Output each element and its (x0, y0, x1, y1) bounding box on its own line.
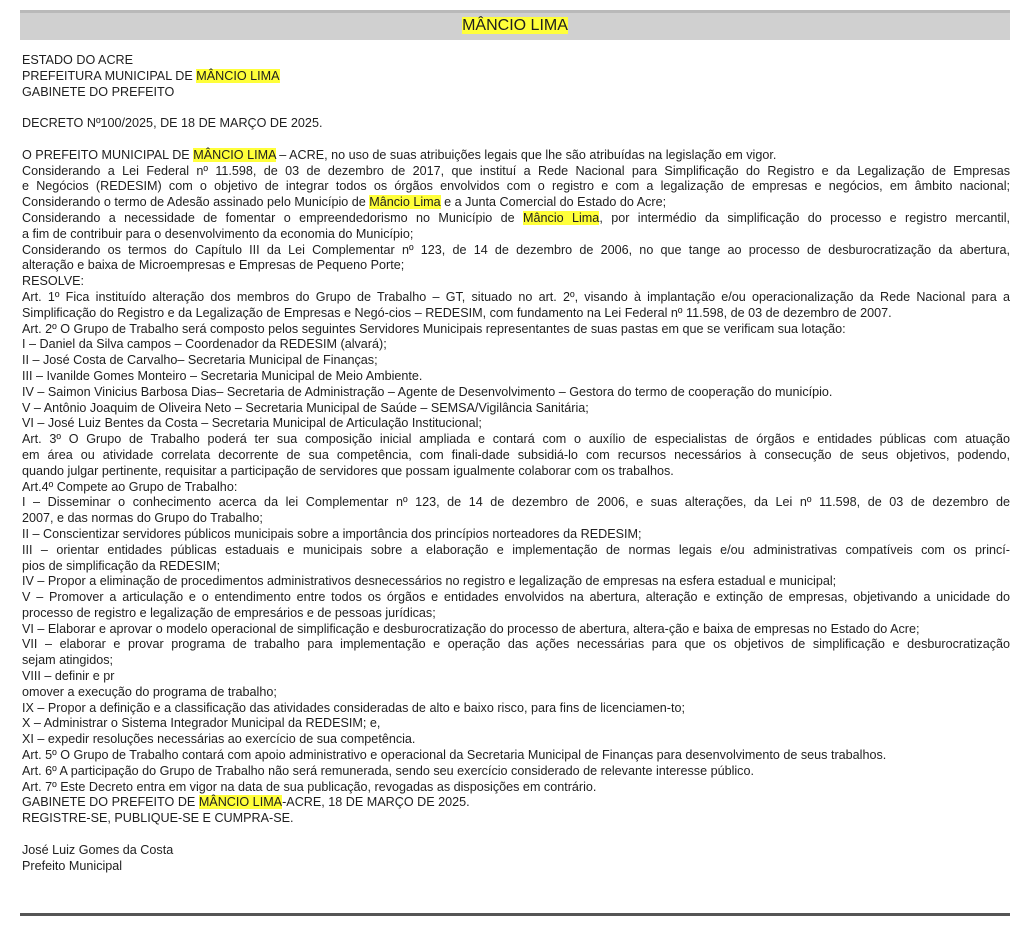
considering-law-line2: e Negócios (REDESIM) com o objetivo de integrar todos os órgãos envolvidos com o registro e com a legalização de empresas e negócios, em âmbito nacional; (22, 179, 1010, 194)
preamble-mayor: O PREFEITO MUNICIPAL DE MÂNCIO LIMA – ACRE, no uso de suas atribuições legais que lhe são atribuídas na legislação em vigor. (22, 147, 777, 162)
header-title: MÂNCIO LIMA (462, 17, 568, 34)
member-item: V – Antônio Joaquim de Oliveira Neto – Secretaria Municipal de Saúde – SEMSA/Vigilância Sanitária; (22, 400, 589, 415)
competence-vii-line2: sejam atingidos; (22, 653, 114, 668)
article-1-line1: Art. 1º Fica instituído alteração dos membros do Grupo de Trabalho – GT, situado no art. 2º, visando à implantação e/ou operacionalização da Rede Nacional para a (22, 289, 1010, 304)
competence-v-line2: processo de registro e legalização de empresários e de pessoas jurídicas; (22, 605, 436, 620)
considering-adhesion: Considerando o termo de Adesão assinado pelo Município de Mâncio Lima e a Junta Comercial do Estado do Acre; (22, 195, 667, 210)
competence-i-line1: I – Disseminar o conhecimento acerca da lei Complementar nº 123, de 14 de dezembro de 2006, e suas alterações, da Lei nº 11.598, de 03 de dezembro de (22, 495, 1010, 510)
article-1-line2: Simplificação do Registro e da Legalização de Empresas e Negó-cios – REDESIM, com fundamento na Lei Federal nº 11.598, de 03 de dezembro de 2007. (22, 305, 892, 320)
competence-xi: XI – expedir resoluções necessárias ao exercício de sua competência. (22, 732, 416, 747)
competence-viii-line2: omover a execução do programa de trabalho; (22, 684, 277, 699)
closing-cabinet-line: GABINETE DO PREFEITO DE MÂNCIO LIMA-ACRE, 18 DE MARÇO DE 2025. (22, 795, 470, 810)
considering-entrepreneurship-line2: a fim de contribuir para o desenvolvimento da economia do Município; (22, 226, 414, 241)
competence-ix: IX – Propor a definição e a classificação das atividades consideradas de alto e baixo risco, para fins de licenciamen-to; (22, 700, 685, 715)
considering-complementary-law-line2: alteração e baixa de Microempresas e Empresas de Pequeno Porte; (22, 258, 405, 273)
article-6: Art. 6º A participação do Grupo de Trabalho não será remunerada, sendo seu exercício considerado de relevante interesse público. (22, 763, 754, 778)
state-line: ESTADO DO ACRE (22, 53, 134, 67)
decree-document (22, 53, 1010, 874)
competence-ii: II – Conscientizar servidores públicos municipais sobre a importância dos princípios norteadores da REDESIM; (22, 526, 642, 541)
competence-i-line2: 2007, e das normas do Grupo do Trabalho; (22, 511, 263, 526)
resolve-label: RESOLVE: (22, 274, 85, 289)
article-2: Art. 2º O Grupo de Trabalho será composto pelos seguintes Servidores Municipais representantes de suas pastas em que se verificam sua lotação: (22, 321, 846, 336)
member-item: VI – José Luiz Bentes da Costa – Secretaria Municipal de Articulação Institucional; (22, 416, 482, 431)
member-item: IV – Saimon Vinicius Barbosa Dias– Secretaria de Administração – Agente de Desenvolvimento – Gestora do termo de cooperação do município. (22, 384, 833, 399)
considering-entrepreneurship-line1: Considerando a necessidade de fomentar o empreendedorismo no Município de Mâncio Lima, por intermédio da simplificação do processo e registro mercantil, (22, 210, 1010, 225)
article-3-line1: Art. 3º O Grupo de Trabalho poderá ter sua composição inicial ampliada e contará com o auxílio de especialistas de órgãos e entidades públicas com atuação (22, 432, 1010, 447)
bottom-divider (20, 913, 1010, 916)
competence-v-line1: V – Promover a articulação e o entendimento entre todos os órgãos e entidades envolvidos na abertura, alteração e extinção de empresas, objetivando a unicidade do (22, 590, 1010, 605)
competence-vii-line1: VII – elaborar e provar programa de trabalho para implementação e operação das ações necessárias para que os objetivos de simplificação e desburocratização (22, 637, 1010, 652)
signatory-role: Prefeito Municipal (22, 858, 123, 873)
decree-title: DECRETO Nº100/2025, DE 18 DE MARÇO DE 2025. (22, 116, 323, 131)
signatory-name: José Luiz Gomes da Costa (22, 842, 174, 857)
competence-iv: IV – Propor a eliminação de procedimentos administrativos desnecessários no registro e legalização de empresas na esfera estadual e municipal; (22, 574, 837, 589)
header-bar (20, 10, 1010, 40)
competence-x: X – Administrar o Sistema Integrador Municipal da REDESIM; e, (22, 716, 381, 731)
competence-iii-line1: III – orientar entidades públicas estaduais e municipais sobre a elaboração e implementação de normas legais e/ou administrativas compatíveis com os princí- (22, 542, 1010, 557)
article-3-line2: em área ou atividade correlata decorrente de sua competência, com finali-dade subsidiá-lo com recursos necessários à consecução de seus objetivos, podendo, (22, 447, 1010, 462)
article-3-line3: quando julgar pertinente, requisitar a participação de servidores que possam igualmente colaborar com os trabalhos. (22, 463, 674, 478)
competence-iii-line2: pios de simplificação da REDESIM; (22, 558, 221, 573)
prefecture-line: PREFEITURA MUNICIPAL DE MÂNCIO LIMA (22, 68, 280, 83)
considering-law-line1: Considerando a Lei Federal nº 11.598, de 03 de dezembro de 2017, que instituí a Rede Nacional para Simplificação do Registro e da Legalização de Empresas (22, 163, 1010, 178)
member-item: I – Daniel da Silva campos – Coordenador da REDESIM (alvará); (22, 337, 387, 352)
competence-vi: VI – Elaborar e aprovar o modelo operacional de simplificação e desburocratização do processo de abertura, altera-ção e baixa de empresas no Estado do Acre; (22, 621, 920, 636)
register-line: REGISTRE-SE, PUBLIQUE-SE E CUMPRA-SE. (22, 811, 294, 826)
article-5: Art. 5º O Grupo de Trabalho contará com apoio administrativo e operacional da Secretaria Municipal de Finanças para desenvolvimento de seus trabalhos. (22, 748, 887, 763)
considering-complementary-law-line1: Considerando os termos do Capítulo III da Lei Complementar nº 123, de 14 de dezembro de 2006, no que tange ao processo de desburocratização da abertura, (22, 242, 1010, 257)
member-item: III – Ivanilde Gomes Monteiro – Secretaria Municipal de Meio Ambiente. (22, 368, 423, 383)
cabinet-line: GABINETE DO PREFEITO (22, 84, 175, 99)
competence-viii-line1: VIII – definir e pr (22, 669, 115, 684)
article-7: Art. 7º Este Decreto entra em vigor na data de sua publicação, revogadas as disposições em contrário. (22, 779, 597, 794)
article-4: Art.4º Compete ao Grupo de Trabalho: (22, 479, 238, 494)
member-item: II – José Costa de Carvalho– Secretaria Municipal de Finanças; (22, 353, 378, 368)
